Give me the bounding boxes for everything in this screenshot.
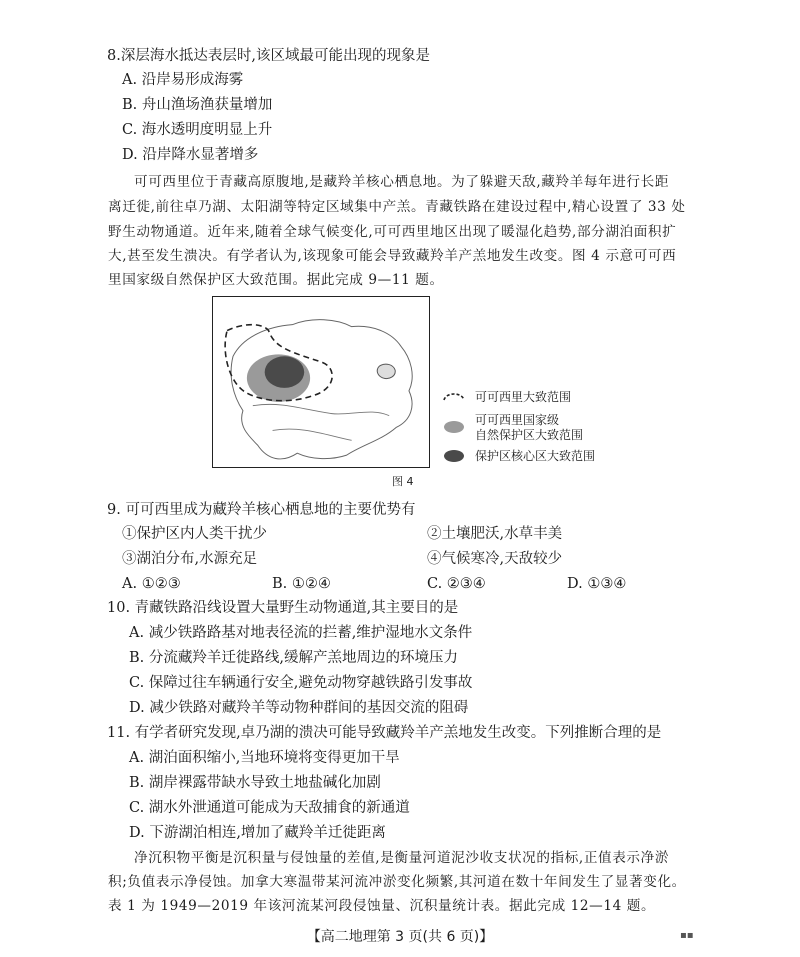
- passage1-line: 大,甚至发生溃决。有学者认为,该现象可能会导致藏羚羊产羔地发生改变。图 4 示意可可西: [108, 248, 677, 264]
- q10-option-c: C. 保障过往车辆通行安全,避免动物穿越铁路引发事故: [129, 675, 473, 691]
- core-area: [265, 356, 305, 388]
- q9-option-a: A. ①②③: [122, 576, 181, 592]
- q10-option-b: B. 分流藏羚羊迁徙路线,缓解产羔地周边的环境压力: [129, 650, 458, 666]
- legend-dashed-swatch: [442, 390, 466, 402]
- passage2-line: 积;负值表示净侵蚀。加拿大寒温带某河流冲淤变化频繁,其河道在数十年间发生了显著变化。: [108, 874, 686, 890]
- q8-option-d: D. 沿岸降水显著增多: [122, 147, 259, 163]
- legend-reserve-label-2: 自然保护区大致范围: [475, 428, 584, 442]
- q8-option-c: C. 海水透明度明显上升: [122, 122, 273, 138]
- reserve-map-graphic: [213, 297, 429, 467]
- page-mark: ▪▪: [680, 930, 694, 941]
- passage2-line: 表 1 为 1949—2019 年该河流某河段侵蚀量、沉积量统计表。据此完成 12—14 题。: [108, 898, 656, 914]
- legend-reserve-label-1: 可可西里国家级: [475, 413, 560, 427]
- q9-option-c: C. ②③④: [427, 576, 486, 592]
- river-line: [273, 429, 352, 440]
- q11-option-c: C. 湖水外泄通道可能成为天敌捕食的新通道: [129, 800, 410, 816]
- page-footer: 【高二地理第 3 页(共 6 页)】: [306, 929, 494, 945]
- q9-statement-2: ②土壤肥沃,水草丰美: [427, 526, 563, 542]
- q8-stem: 8.深层海水抵达表层时,该区域最可能出现的现象是: [107, 48, 430, 64]
- legend-core-swatch: [442, 449, 466, 463]
- q8-option-a: A. 沿岸易形成海雾: [122, 72, 244, 88]
- q11-option-b: B. 湖岸裸露带缺水导致土地盐碱化加剧: [129, 775, 381, 791]
- legend-range-label: 可可西里大致范围: [475, 390, 572, 404]
- passage1-line: 里国家级自然保护区大致范围。据此完成 9—11 题。: [108, 272, 444, 288]
- passage1-line: 离迁徙,前往卓乃湖、太阳湖等特定区域集中产羔。青藏铁路在建设过程中,精心设置了 33 处: [108, 199, 686, 215]
- legend-core-label: 保护区核心区大致范围: [475, 449, 596, 463]
- reserve-map: [212, 296, 430, 468]
- q10-stem: 10. 青藏铁路沿线设置大量野生动物通道,其主要目的是: [107, 600, 459, 616]
- q10-option-d: D. 减少铁路对藏羚羊等动物种群间的基因交流的阻碍: [129, 700, 469, 716]
- q11-option-a: A. 湖泊面积缩小,当地环境将变得更加干旱: [129, 750, 400, 766]
- q8-option-b: B. 舟山渔场渔获量增加: [122, 97, 273, 113]
- q11-stem: 11. 有学者研究发现,卓乃湖的溃决可能导致藏羚羊产羔地发生改变。下列推断合理的是: [107, 725, 662, 741]
- passage1-line: 野生动物通道。近年来,随着全球气候变化,可可西里地区出现了暖湿化趋势,部分湖泊面积扩: [108, 224, 677, 240]
- passage1-line: 可可西里位于青藏高原腹地,是藏羚羊核心栖息地。为了躲避天敌,藏羚羊每年进行长距: [134, 174, 670, 190]
- q9-statement-4: ④气候寒冷,天敌较少: [427, 551, 563, 567]
- q10-option-a: A. 减少铁路路基对地表径流的拦蓄,维护湿地水文条件: [129, 625, 473, 641]
- lake-shape: [377, 364, 395, 378]
- figure-caption: 图 4: [392, 475, 414, 488]
- q9-statement-3: ③湖泊分布,水源充足: [122, 551, 258, 567]
- q9-statement-1: ①保护区内人类干扰少: [122, 526, 267, 542]
- q11-option-d: D. 下游湖泊相连,增加了藏羚羊迁徙距离: [129, 825, 386, 841]
- legend-reserve-swatch: [442, 420, 466, 434]
- q9-option-d: D. ①③④: [567, 576, 627, 592]
- q9-stem: 9. 可可西里成为藏羚羊核心栖息地的主要优势有: [107, 502, 416, 518]
- river-line: [253, 404, 389, 415]
- q9-option-b: B. ①②④: [272, 576, 331, 592]
- passage2-line: 净沉积物平衡是沉积量与侵蚀量的差值,是衡量河道泥沙收支状况的指标,正值表示净淤: [134, 850, 670, 866]
